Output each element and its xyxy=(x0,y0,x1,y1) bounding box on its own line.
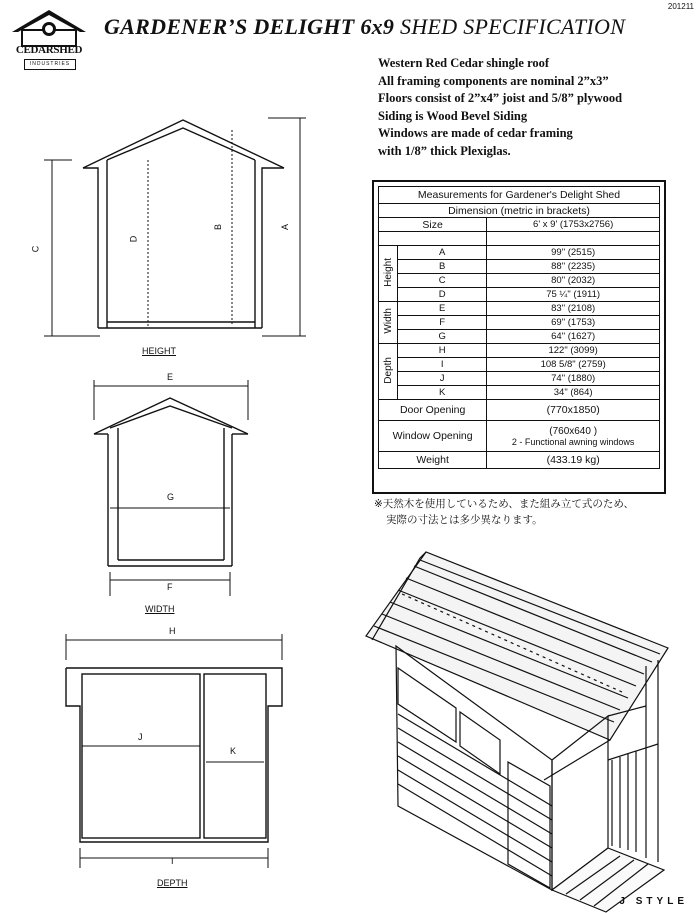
title-suffix: SHED SPECIFICATION xyxy=(400,14,626,39)
dim-key: I xyxy=(398,358,487,372)
label-i: I xyxy=(171,856,174,866)
spec-line: with 1/8” thick Plexiglas. xyxy=(378,143,511,158)
dim-key: E xyxy=(398,302,487,316)
size-value: 6' x 9' (1753x2756) xyxy=(487,218,660,232)
logo-sub: INDUSTRIES xyxy=(24,59,76,70)
depth-title: DEPTH xyxy=(157,878,188,888)
group-depth: Depth xyxy=(379,344,398,400)
dim-key: H xyxy=(398,344,487,358)
depth-diagram xyxy=(66,634,282,868)
dim-key: F xyxy=(398,316,487,330)
label-k: K xyxy=(230,746,237,756)
dim-key: C xyxy=(398,274,487,288)
spec-line: Floors consist of 2”x4” joist and 5/8” plywood xyxy=(378,91,623,106)
title-size: 6x9 xyxy=(360,14,395,39)
document-id: 201211 xyxy=(667,2,694,11)
dim-value: 108 5/8" (2759) xyxy=(487,358,660,372)
width-title: WIDTH xyxy=(145,604,175,614)
height-diagram xyxy=(44,118,306,336)
dim-value: 122" (3099) xyxy=(487,344,660,358)
height-title: HEIGHT xyxy=(142,346,177,356)
dim-value: 80" (2032) xyxy=(487,274,660,288)
logo-name: CEDARSHED xyxy=(15,44,83,56)
note-line: 実際の寸法とは多少異なります。 xyxy=(386,514,543,526)
dim-key: J xyxy=(398,372,487,386)
title-product: GARDENER’S DELIGHT xyxy=(104,14,355,39)
group-height: Height xyxy=(379,246,398,302)
dim-value: 34" (864) xyxy=(487,386,660,400)
label-c: C xyxy=(30,245,41,253)
dim-value: 74" (1880) xyxy=(487,372,660,386)
dim-value: 69" (1753) xyxy=(487,316,660,330)
dim-key: G xyxy=(398,330,487,344)
dim-value: 75 ¼" (1911) xyxy=(487,288,660,302)
label-h: H xyxy=(169,626,176,636)
door-label: Door Opening xyxy=(379,400,487,421)
table-subtitle: Dimension (metric in brackets) xyxy=(379,204,660,218)
dim-value: 88" (2235) xyxy=(487,260,660,274)
window-label: Window Opening xyxy=(379,421,487,452)
note-line: ※天然木を使用しているため、また組み立て式のため、 xyxy=(374,498,634,510)
group-width: Width xyxy=(379,302,398,344)
dim-value: 64" (1627) xyxy=(487,330,660,344)
door-value: (770x1850) xyxy=(487,400,660,421)
dim-key: K xyxy=(398,386,487,400)
spec-line: All framing components are nominal 2”x3” xyxy=(378,73,609,88)
weight-label: Weight xyxy=(379,452,487,469)
dim-key: D xyxy=(398,288,487,302)
size-label: Size xyxy=(379,218,487,232)
spec-line: Western Red Cedar shingle roof xyxy=(378,56,550,70)
label-f: F xyxy=(167,582,173,592)
label-e: E xyxy=(167,372,174,382)
label-a: A xyxy=(280,223,291,231)
dim-key: B xyxy=(398,260,487,274)
spec-line: Siding is Wood Bevel Siding xyxy=(378,108,528,123)
window-value: (760x640 ) xyxy=(549,425,598,437)
label-j: J xyxy=(138,732,143,742)
brand-mark: J STYLE xyxy=(619,896,688,907)
dim-key: A xyxy=(398,246,487,260)
table-title: Measurements for Gardener's Delight Shed xyxy=(379,187,660,204)
window-note: 2 - Functional awning windows xyxy=(511,436,635,447)
dim-value: 83" (2108) xyxy=(487,302,660,316)
weight-value: (433.19 kg) xyxy=(487,452,660,469)
label-b: B xyxy=(213,223,224,231)
spec-line: Windows are made of cedar framing xyxy=(378,126,573,141)
label-g: G xyxy=(167,492,175,502)
width-diagram xyxy=(94,380,248,596)
shed-illustration xyxy=(366,552,668,912)
label-d: D xyxy=(128,235,139,243)
dim-value: 99" (2515) xyxy=(487,246,660,260)
